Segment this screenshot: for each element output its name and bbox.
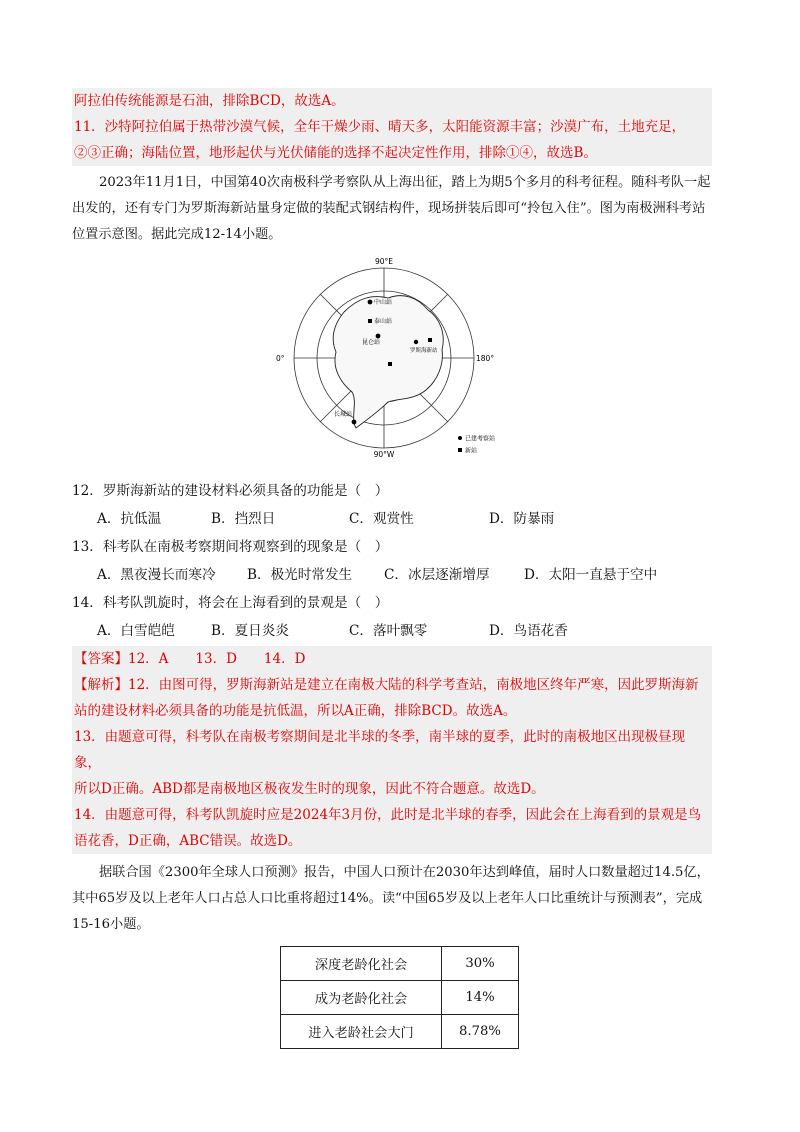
question-14: 14．科考队凯旋时，将会在上海看到的景观是（ ） bbox=[72, 595, 389, 611]
intro-paragraph-antarctica: 2023年11月1日，中国第40次南极科学考察队从上海出征，踏上为期5个多月的科考征程。随科考队一起出发的，还有专门为罗斯海新站量身定做的装配式钢结构件，现场拼装后即可“拎包入住”。图为南极洲科考站位置示意图。据此完成12-14小题。 bbox=[72, 175, 711, 242]
explanation-line: 站的建设材料必须具备的功能是抗低温，所以A正确，排除BCD。故选A。 bbox=[74, 703, 517, 719]
map-label-90w: 90°W bbox=[373, 450, 395, 459]
legend-label: 已建考察站 bbox=[465, 435, 496, 443]
option: D．鸟语花香 bbox=[489, 623, 568, 639]
legend-label: 新站 bbox=[465, 447, 478, 455]
antarctica-landmass bbox=[333, 296, 443, 428]
explanation-line: 【解析】12．由图可得，罗斯海新站是建立在南极大陆的科学考查站，南极地区终年严寒，因此罗斯海新 bbox=[74, 677, 699, 693]
table-cell: 8.78% bbox=[442, 1015, 519, 1049]
question-13: 13．科考队在南极考察期间将观察到的现象是（ ） bbox=[72, 539, 389, 555]
answer-line: ②③正确；海陆位置，地形起伏与光伏储能的选择不起决定性作用，排除①④，故选B。 bbox=[74, 145, 597, 161]
answer-line: 阿拉伯传统能源是石油，排除BCD，故选A。 bbox=[74, 93, 345, 109]
map-label-180: 180° bbox=[476, 354, 495, 363]
station-label-kunlun: 昆仑站 bbox=[362, 339, 381, 346]
table-cell: 14% bbox=[442, 981, 519, 1015]
explanation-line: 13．由题意可得，科考队在南极考察期间是北半球的冬季，南半球的夏季，此时的南极地区出现极昼现象， bbox=[74, 729, 686, 771]
answer-line: 11．沙特阿拉伯属于热带沙漠气候，全年干燥少雨、晴天多，太阳能资源丰富；沙漠广布，土地充足， bbox=[74, 119, 686, 135]
table-row bbox=[281, 947, 519, 981]
option: A．黑夜漫长而寒冷 bbox=[97, 567, 216, 583]
station-label-taishan: 泰山站 bbox=[374, 318, 393, 325]
antarctica-map bbox=[276, 252, 542, 472]
option: B．极光时常发生 bbox=[247, 567, 353, 583]
explanation-line: 所以D正确。ABD都是南极地区极夜发生时的现象，因此不符合题意。故选D。 bbox=[74, 781, 545, 797]
option: B．夏日炎炎 bbox=[211, 623, 289, 639]
station-label-luosihai: 罗斯海新站 bbox=[410, 348, 438, 354]
options-14 bbox=[72, 618, 712, 644]
explanation-line: 14．由题意可得，科考队凯旋时应是2024年3月份，此时是北半球的春季，因此会在上海看到的景观是鸟 bbox=[74, 807, 702, 823]
table-cell: 深度老龄化社会 bbox=[281, 947, 442, 981]
station-label-changcheng: 长城站 bbox=[334, 411, 353, 418]
table-row bbox=[281, 981, 519, 1015]
station-label-zhongshan: 中山站 bbox=[374, 299, 393, 306]
question-12: 12．罗斯海新站的建设材料必须具备的功能是（ ） bbox=[72, 483, 389, 499]
table-cell: 30% bbox=[442, 947, 519, 981]
explanation-line: 语花香，D正确，ABC错误。故选D。 bbox=[74, 833, 302, 849]
map-label-0: 0° bbox=[276, 354, 285, 363]
option: A．抗低温 bbox=[97, 511, 162, 527]
option: C．冰层逐渐增厚 bbox=[384, 567, 490, 583]
table-row bbox=[281, 1015, 519, 1049]
option: D．太阳一直悬于空中 bbox=[524, 567, 658, 583]
option: C．落叶飘零 bbox=[349, 623, 428, 639]
option: C．观赏性 bbox=[349, 511, 414, 527]
antarctica-map-figure bbox=[72, 252, 712, 472]
table-cell: 进入老龄社会大门 bbox=[281, 1015, 442, 1049]
option: D．防暴雨 bbox=[489, 511, 555, 527]
options-13 bbox=[72, 562, 712, 588]
intro-paragraph-population: 据联合国《2300年全球人口预测》报告，中国人口预计在2030年达到峰值，届时人口数量超过14.5亿，其中65岁及以上老年人口占总人口比重将超过14%。读“中国65岁及以上老年人口比重统计与预测表”，完成15-16小题。 bbox=[72, 865, 710, 932]
options-12 bbox=[72, 506, 712, 532]
aging-ratio-table bbox=[280, 946, 519, 1049]
page-content bbox=[72, 88, 712, 1049]
answer-key: 【答案】12．A 13．D 14．D bbox=[74, 651, 306, 667]
table-cell: 成为老龄化社会 bbox=[281, 981, 442, 1015]
answer-block-prev bbox=[72, 88, 712, 166]
map-legend bbox=[458, 435, 495, 455]
map-label-90e: 90°E bbox=[374, 257, 394, 266]
option: B．挡烈日 bbox=[211, 511, 276, 527]
option: A．白雪皑皑 bbox=[97, 623, 175, 639]
answer-block-12-14 bbox=[72, 646, 712, 854]
